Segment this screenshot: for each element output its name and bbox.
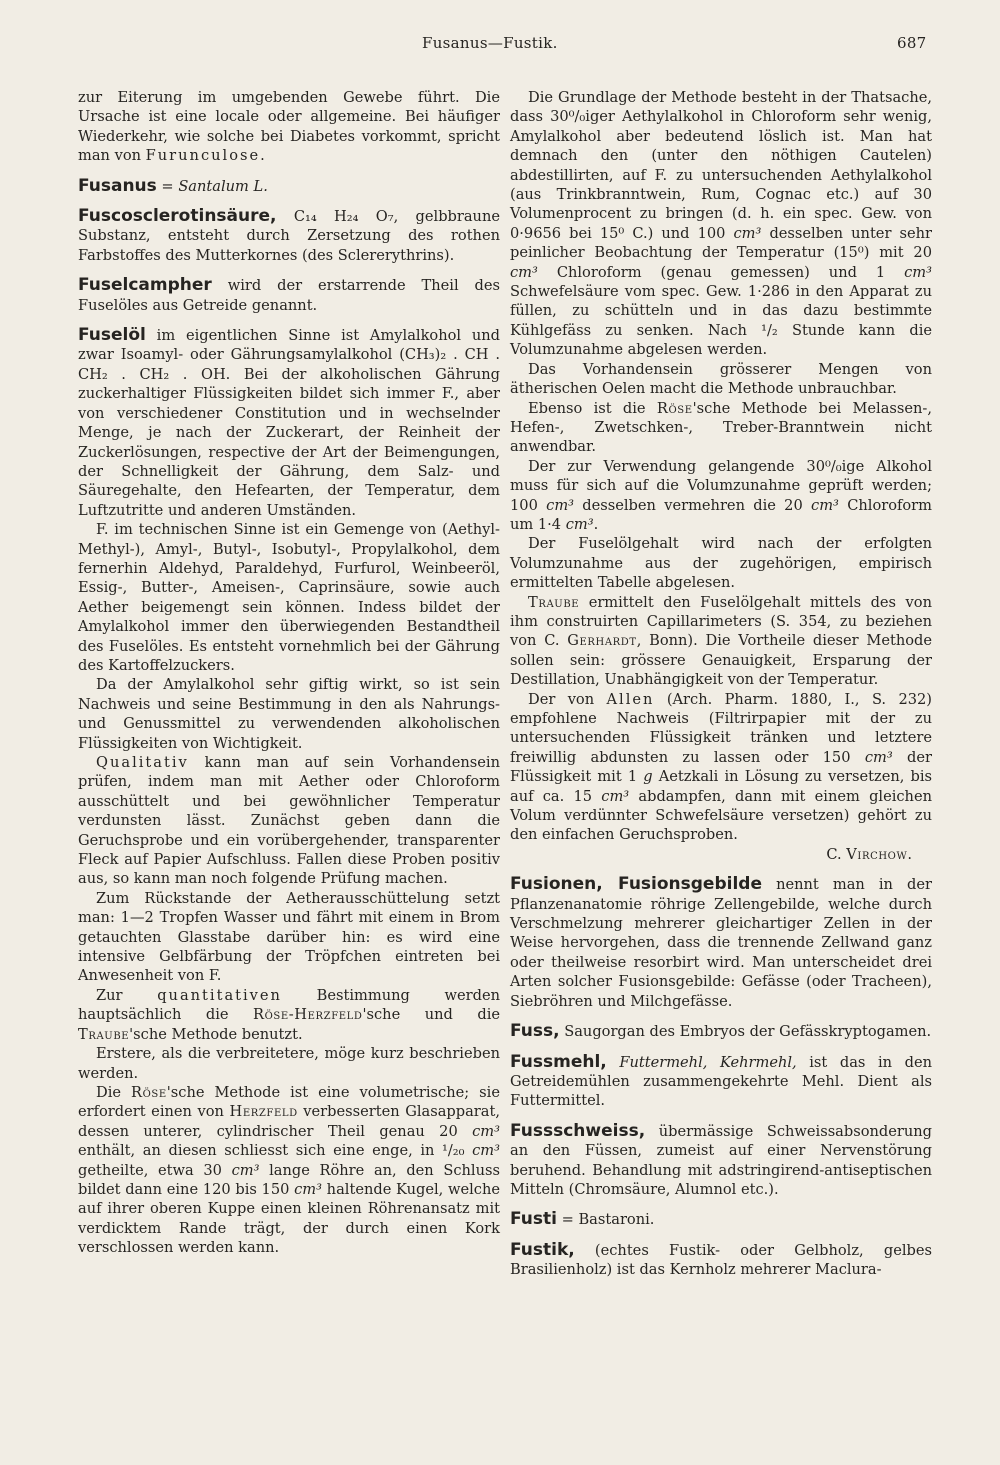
entry-fussschweiss [510, 1122, 932, 1200]
paragraph: Der Fuselölgehalt wird nach der erfolgten Volumzunahme aus der zugehörigen, empirisch ermittelten Tabelle abgelesen. [510, 535, 932, 592]
author-name: Virchow [846, 845, 908, 863]
text: enthält, an diesen schliesst sich eine enge, in ¹/₂₀ [78, 1142, 473, 1160]
text: Aetzkali in Lösung zu versetzen, bis auf ca. 15 [510, 768, 933, 805]
text: Bestimmung werden hauptsächlich die [78, 986, 501, 1024]
paragraph [510, 690, 932, 845]
text: kann man auf sein Vorhandensein prüfen, indem man mit Aether oder Chloroform ausschüttelt und bei gewöhnlicher Temperatur verdunsten lässt. Zunächst geben dann die Geruchsprobe und ein vorübergehender, transparenter Fleck auf Papier Aufschluss. Fallen diese Proben positiv aus, so kann man noch folgende Prüfung machen. [78, 754, 500, 888]
headword: Fuss, [510, 1021, 560, 1042]
text: Die [96, 1083, 132, 1101]
entry-fuseloel [78, 326, 500, 520]
text: Die Grundlage der Methode besteht in der Thatsache, dass 30⁰/₀iger Aethylalkohol in Chloroform sehr wenig, Amylalkohol aber bedeutend löslich ist. Man hat demnach den (unter den nöthigen Cautelen) abdestillirten, auf F. zu untersuchenden Aethylalkohol (aus Trinkbranntwein, Rum, Cognac etc.) auf 30 Volumenprocent zu bringen (d. h. ein spec. Gew. von 0·9656 bei 15⁰ C.) und 100 [510, 89, 932, 242]
paragraph: Erstere, als die verbreitetere, möge kurz beschrieben werden. [78, 1045, 500, 1082]
text: , Bonn). Die Vortheile dieser Methode sollen sein: grössere Genauigkeit, Ersparung der Destillation, Unabhängigkeit von der Temperatur. [510, 632, 932, 689]
headword: Fuselöl [78, 325, 146, 346]
headword: Fussmehl, [510, 1051, 607, 1072]
paragraph [78, 1083, 500, 1258]
unit: cm³ [294, 1180, 322, 1198]
entry-fustik [510, 1241, 932, 1280]
paragraph: Das Vorhandensein grösserer Mengen von ätherischen Oelen macht die Methode unbrauchbar. [510, 360, 932, 398]
text: . [260, 147, 265, 165]
paragraph [510, 399, 932, 457]
entry-fusionen [510, 875, 932, 1011]
entry-text: (echtes Fustik- oder Gelbholz, gelbes Brasilienholz) ist das Kernholz mehrerer Maclura- [510, 1241, 932, 1279]
text: desselben vermehren die 20 [574, 496, 812, 514]
text: lange Röhre an, den Schluss bildet dann eine 120 bis 150 [78, 1161, 500, 1198]
text: zur Eiterung im umgebenden Gewebe führt. Die Ursache ist eine locale oder allgemeine. Bei häufiger Wiederkehr, wie solche bei Diabetes vorkommt, spricht man von [78, 89, 500, 165]
text: . [907, 845, 912, 863]
running-head: Fusanus—Fustik. [422, 34, 558, 52]
unit: cm³ [565, 515, 594, 533]
text: 'sche Methode ist eine volumetrische; sie erfordert einen von [78, 1083, 500, 1121]
term-furunculose: Furunculose [145, 147, 261, 165]
text: Chloroform um 1·4 [510, 496, 932, 533]
text: Ebenso ist die [528, 399, 657, 417]
text: 'sche Methode benutzt. [129, 1025, 303, 1043]
text: Der von [528, 690, 607, 708]
paragraph [78, 753, 500, 889]
paragraph [510, 88, 932, 360]
text: getheilte, etwa 30 [78, 1161, 232, 1179]
entry-fuselcampher [78, 276, 500, 315]
headword: Fusanus [78, 175, 157, 196]
headword: Fusionen, Fusionsgebilde [510, 874, 762, 895]
text: = [156, 177, 179, 195]
headword: Fussschweiss, [510, 1120, 646, 1141]
text: (Arch. Pharm. 1880, I., S. 232) empfohlene Nachweis (Filtrirpapier mit der zu untersuchenden Flüssigkeit tränken und letztere freiwillig abdunsten zu lassen oder 150 [510, 690, 932, 766]
text: abdampfen, dann mit einem gleichen Volum verdünnter Schwefelsäure versetzen) gehört zu den einfachen Geruchsproben. [510, 787, 932, 844]
entry-text: Saugorgan des Embryos der Gefässkryptogamen. [559, 1023, 932, 1041]
text: Zur [96, 986, 158, 1004]
entry-text: ist das in den Getreidemühlen zusammengekehrte Mehl. Dient als Futtermittel. [510, 1053, 932, 1110]
unit: cm³ [601, 787, 630, 805]
entry-fussmehl [510, 1053, 932, 1111]
entry-text: wird der erstarrende Theil des Fuselöles aus Getreide genannt. [78, 277, 500, 314]
text: 'sche Methode bei Melassen-, Hefen-, Zwetschken-, Treber-Branntwein nicht anwendbar. [510, 399, 932, 456]
entry-fusanus [78, 177, 500, 196]
text: der Flüssigkeit mit 1 [510, 748, 932, 786]
paragraph: Zum Rückstande der Aetherausschüttelung setzt man: 1—2 Tropfen Wasser und fährt mit einem in Brom getauchten Glasstabe darüber hin: es wird eine intensive Gelbfärbung der Tröpfchen eintreten bei Anwesenheit von F. [78, 889, 500, 985]
paragraph [510, 457, 932, 535]
left-column [78, 88, 500, 1258]
author-name: Traube [78, 1025, 130, 1043]
text: haltende Kugel, welche auf ihrer oberen Kuppe einen kleinen Röhrenansatz mit verdicktem Rande trägt, der durch einen Kork verschlossen werden kann. [78, 1180, 500, 1257]
author-name: Röse [656, 399, 693, 417]
unit: g [643, 768, 653, 786]
continued-paragraph [78, 88, 500, 166]
term-quantitativen: quantitativen [157, 986, 282, 1004]
author-name: Traube [528, 593, 580, 611]
paragraph [78, 986, 500, 1044]
entry-text: im eigentlichen Sinne ist Amylalkohol und zwar Isoamyl- oder Gährungsamylalkohol (CH₃)₂ . CH . CH₂ . CH₂ . OH. Bei der alkoholischen Gährung zuckerhaltiger Flüssigkeiten bildet sich immer F., aber von verschiedener Constitution und in wechselnder Menge, je nach der Zuckerart, der Reinheit der Zuckerlösungen, respective der Art der Beimengungen, der Schnelligkeit der Gährung, dem Salz- und Säuregehalte, den Hefearten, der Temperatur, dem Luftzutritte und anderen Umständen. [78, 327, 500, 519]
unit: cm³ [472, 1122, 500, 1140]
headword: Fusti [510, 1209, 557, 1230]
entry-text: = Bastaroni. [556, 1211, 655, 1229]
author-signature [510, 845, 932, 864]
author-name: Röse [131, 1083, 167, 1101]
text: Der zur Verwendung gelangende 30⁰/₀ige Alkohol muss für sich auf die Volumzunahme geprüft werden; 100 [510, 457, 932, 514]
page-number: 687 [897, 34, 927, 52]
paragraph: Da der Amylalkohol sehr giftig wirkt, so ist sein Nachweis und seine Bestimmung in den als Nahrungs- und Genussmittel zu verwendenden alkoholischen Flüssigkeiten von Wichtigkeit. [78, 676, 500, 752]
cross-reference: Santalum L. [178, 177, 268, 195]
entry-text: nennt man in der Pflanzenanatomie röhrige Zellengebilde, welche durch Verschmelzung mehrerer gleichartiger Zellen in der Weise hervorgehen, dass die trennende Zellwand ganz oder theilweise resorbirt wird. Man unterscheidet drei Arten solcher Fusionsgebilde: Gefässe (oder Tracheen), Siebröhren und Milchgefässe. [510, 876, 933, 1010]
unit: cm³ [472, 1142, 500, 1160]
text: desselben unter sehr peinlicher Beobachtung der Temperatur (15⁰) mit 20 [510, 224, 932, 262]
author-name: Herzfeld [229, 1103, 298, 1121]
text: . [593, 515, 599, 533]
paragraph [510, 593, 932, 690]
author-name: Allen [606, 690, 655, 708]
term-qualitativ: Qualitativ [96, 754, 189, 771]
headword: Fustik, [510, 1239, 575, 1260]
author-name: Röse-Herzfeld [253, 1006, 363, 1024]
unit: cm³ [231, 1161, 260, 1179]
entry-fuscosclerotinsaeure [78, 207, 500, 265]
unit: cm³ [733, 224, 762, 242]
unit: cm³ [904, 263, 932, 281]
entry-text: C₁₄ H₂₄ O₇, gelbbraune Substanz, entsteht durch Zersetzung des rothen Farbstoffes des Mutterkornes (des Sclererythrins). [78, 208, 500, 264]
text: ermittelt den Fuselölgehalt mittels des von ihm construirten Capillarimeters (S. 354, zu beziehen von C. [510, 593, 932, 650]
unit: cm³ [864, 748, 893, 766]
right-column [510, 88, 932, 1280]
entry-fusti [510, 1210, 932, 1229]
headword: Fuscosclerotinsäure, [78, 206, 277, 227]
text: verbesserten Glasapparat, dessen unterer, cylindrischer Theil genau 20 [78, 1103, 500, 1140]
text: C. [826, 845, 847, 863]
synonyms: Futtermehl, Kehrmehl, [606, 1053, 797, 1071]
entry-text: übermässige Schweissabsonderung an den Füssen, zumeist auf einer Nervenstörung beruhend. Behandlung mit adstringirend-antiseptischen Mitteln (Chromsäure, Alumnol etc.). [510, 1122, 932, 1198]
text: Chloroform (genau gemessen) und 1 [537, 263, 905, 281]
paragraph: F. im technischen Sinne ist ein Gemenge von (Aethyl-Methyl-), Amyl-, Butyl-, Isobutyl-, Propylalkohol, dem fernerhin Aldehyd, Paraldehyd, Furfurol, Weinbeeröl, Essig-, Butter-, Ameisen-, Caprinsäure, sowie auch Aether beigemengt sein können. Indess bildet der Amylalkohol immer den überwiegenden Bestandtheil des Fuselöles. Es entsteht vornehmlich bei der Gährung des Kartoffelzuckers. [78, 521, 500, 674]
text: Schwefelsäure vom spec. Gew. 1·286 in den Apparat zu füllen, zu schütteln und in das dazu bestimmte Kühlgefäss zu senken. Nach ¹/₂ Stunde kann die Volumzunahme abgelesen werden. [510, 283, 932, 359]
unit: cm³ [546, 496, 575, 514]
text: 'sche und die [362, 1006, 500, 1024]
author-name: Gerhardt [567, 632, 637, 650]
headword: Fuselcampher [78, 275, 212, 296]
unit: cm³ [811, 496, 839, 514]
entry-fuss [510, 1022, 932, 1041]
unit: cm³ [510, 263, 538, 281]
